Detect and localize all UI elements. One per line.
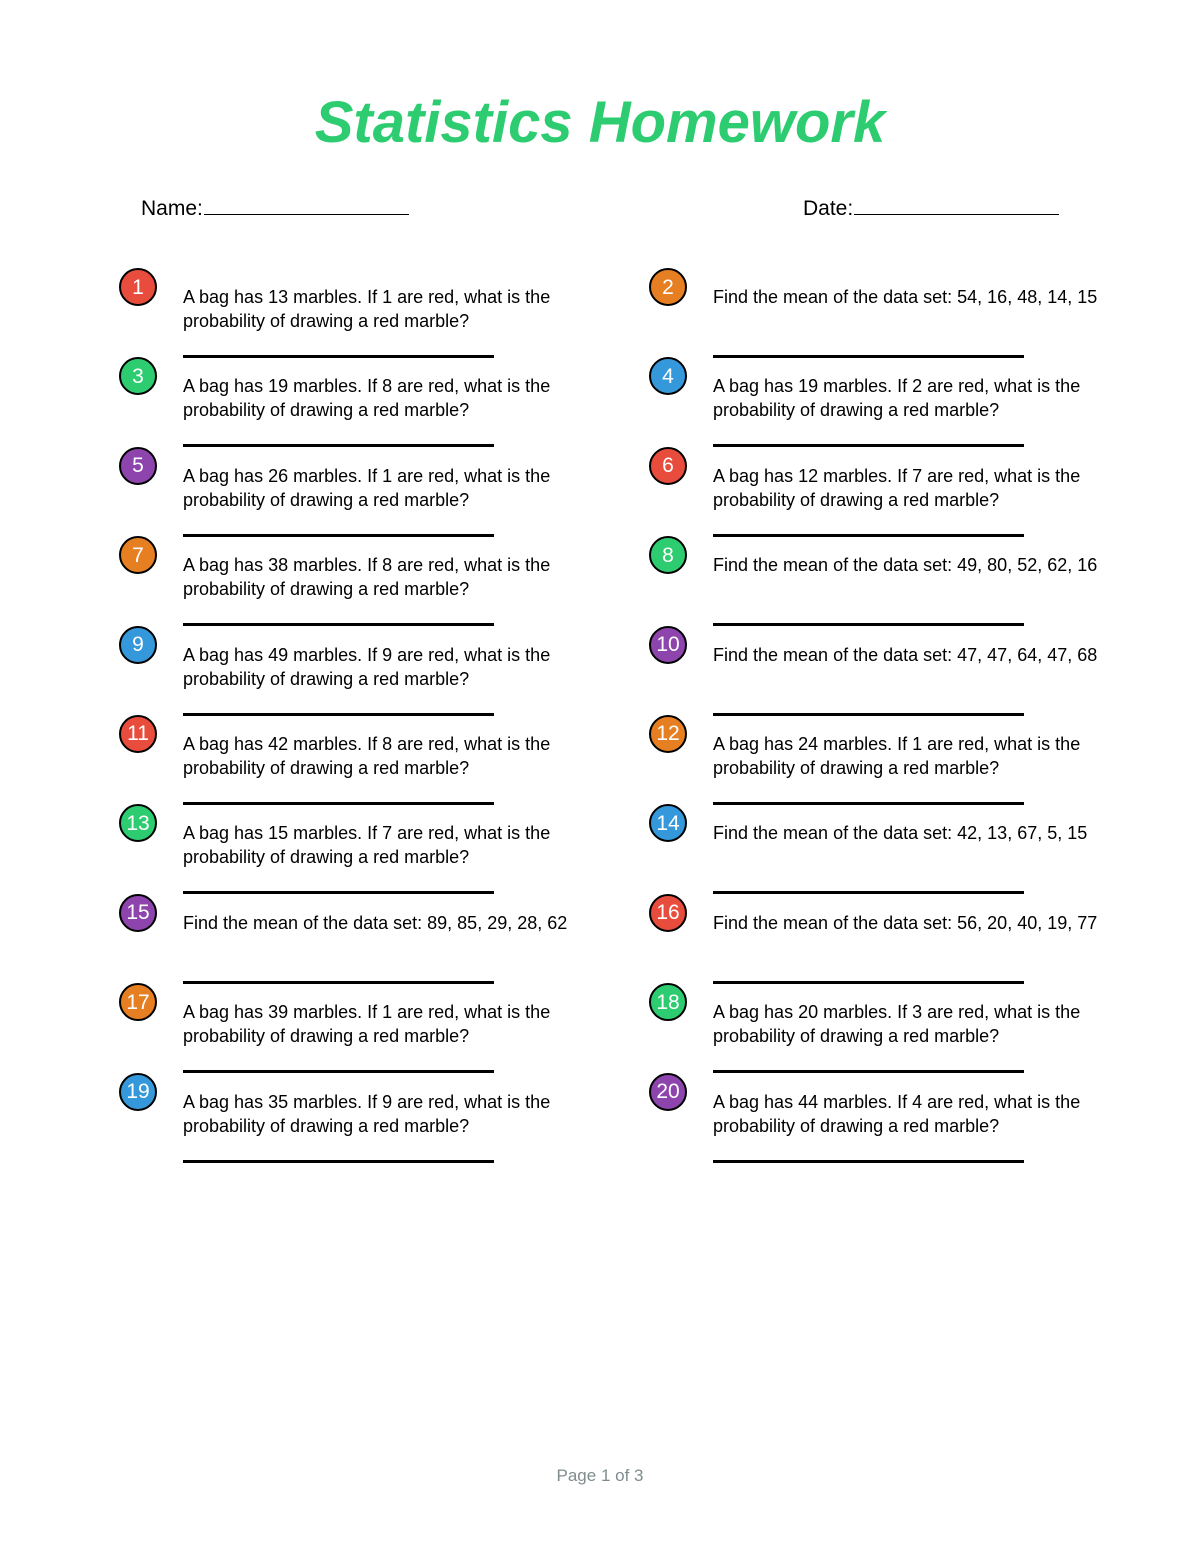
problem-number-badge: 15 (119, 894, 157, 932)
problem-number-badge: 7 (119, 536, 157, 574)
problem-number-badge: 8 (649, 536, 687, 574)
problem-item (119, 626, 649, 715)
problem-text: A bag has 44 marbles. If 4 are red, what is the probability of drawing a red marble? (713, 1091, 1081, 1136)
problem-number-badge: 13 (119, 804, 157, 842)
problem-text: A bag has 39 marbles. If 1 are red, what is the probability of drawing a red marble? (183, 1002, 551, 1047)
problem-number-badge: 19 (119, 1073, 157, 1111)
problem-text: A bag has 19 marbles. If 8 are red, what is the probability of drawing a red marble? (183, 376, 551, 421)
problem-item (649, 626, 1119, 715)
problem-text: A bag has 35 marbles. If 9 are red, what is the probability of drawing a red marble? (183, 1091, 551, 1136)
problem-item (649, 804, 1119, 893)
problem-text: Find the mean of the data set: 89, 85, 29, 28, 62 (183, 912, 568, 933)
answer-line[interactable] (183, 1160, 494, 1163)
problem-item (649, 357, 1119, 446)
problem-text: Find the mean of the data set: 42, 13, 67, 5, 15 (713, 823, 1088, 844)
problem-number-badge: 17 (119, 983, 157, 1021)
problem-number-badge: 6 (649, 447, 687, 485)
date-label: Date: (803, 197, 854, 220)
problem-text: Find the mean of the data set: 56, 20, 40, 19, 77 (713, 912, 1098, 933)
problem-text: A bag has 13 marbles. If 1 are red, what is the probability of drawing a red marble? (183, 287, 551, 331)
name-field (141, 194, 409, 221)
date-field (803, 194, 1059, 221)
problem-number-badge: 1 (119, 268, 157, 306)
problem-text: Find the mean of the data set: 54, 16, 48, 14, 15 (713, 287, 1098, 307)
problem-item (119, 447, 649, 536)
problem-text: Find the mean of the data set: 49, 80, 52, 62, 16 (713, 555, 1098, 576)
problem-item (119, 1073, 649, 1162)
problem-item (649, 715, 1119, 804)
problem-item (119, 894, 649, 983)
problem-item (649, 894, 1119, 983)
problem-number-badge: 18 (649, 983, 687, 1021)
problem-number-badge: 4 (649, 357, 687, 395)
problem-number-badge: 11 (119, 715, 157, 753)
problem-number-badge: 3 (119, 357, 157, 395)
problem-text: A bag has 42 marbles. If 8 are red, what is the probability of drawing a red marble? (183, 733, 551, 778)
problem-text: A bag has 49 marbles. If 9 are red, what is the probability of drawing a red marble? (183, 644, 551, 689)
problem-grid (119, 268, 1119, 1162)
problem-text: A bag has 24 marbles. If 1 are red, what is the probability of drawing a red marble? (713, 733, 1081, 778)
problem-number-badge: 12 (649, 715, 687, 753)
problem-text: A bag has 20 marbles. If 3 are red, what is the probability of drawing a red marble? (713, 1002, 1081, 1047)
problem-text: Find the mean of the data set: 47, 47, 64, 47, 68 (713, 644, 1098, 665)
page-title: Statistics Homework (314, 90, 886, 155)
date-blank[interactable] (854, 194, 1059, 215)
problem-text: A bag has 12 marbles. If 7 are red, what is the probability of drawing a red marble? (713, 465, 1081, 510)
problem-item (119, 715, 649, 804)
problem-item (649, 268, 1119, 357)
problem-number-badge: 2 (649, 268, 687, 306)
problem-number-badge: 10 (649, 626, 687, 664)
problem-number-badge: 16 (649, 894, 687, 932)
problem-text: A bag has 38 marbles. If 8 are red, what is the probability of drawing a red marble? (183, 555, 551, 600)
name-blank[interactable] (204, 194, 409, 215)
problem-number-badge: 5 (119, 447, 157, 485)
problem-item (119, 983, 649, 1072)
problem-item (119, 804, 649, 893)
problem-item (649, 536, 1119, 625)
problem-number-badge: 20 (649, 1073, 687, 1111)
problem-number-badge: 14 (649, 804, 687, 842)
problem-text: A bag has 15 marbles. If 7 are red, what is the probability of drawing a red marble? (183, 823, 551, 868)
problem-item (649, 447, 1119, 536)
problem-text: A bag has 19 marbles. If 2 are red, what is the probability of drawing a red marble? (713, 376, 1081, 421)
problem-item (119, 268, 649, 357)
problem-item (119, 536, 649, 625)
page-number: Page 1 of 3 (556, 1466, 644, 1485)
name-label: Name: (141, 197, 203, 220)
answer-line[interactable] (713, 1160, 1024, 1163)
problem-text: A bag has 26 marbles. If 1 are red, what is the probability of drawing a red marble? (183, 465, 551, 510)
problem-item (649, 983, 1119, 1072)
problem-item (649, 1073, 1119, 1162)
problem-item (119, 357, 649, 446)
problem-number-badge: 9 (119, 626, 157, 664)
